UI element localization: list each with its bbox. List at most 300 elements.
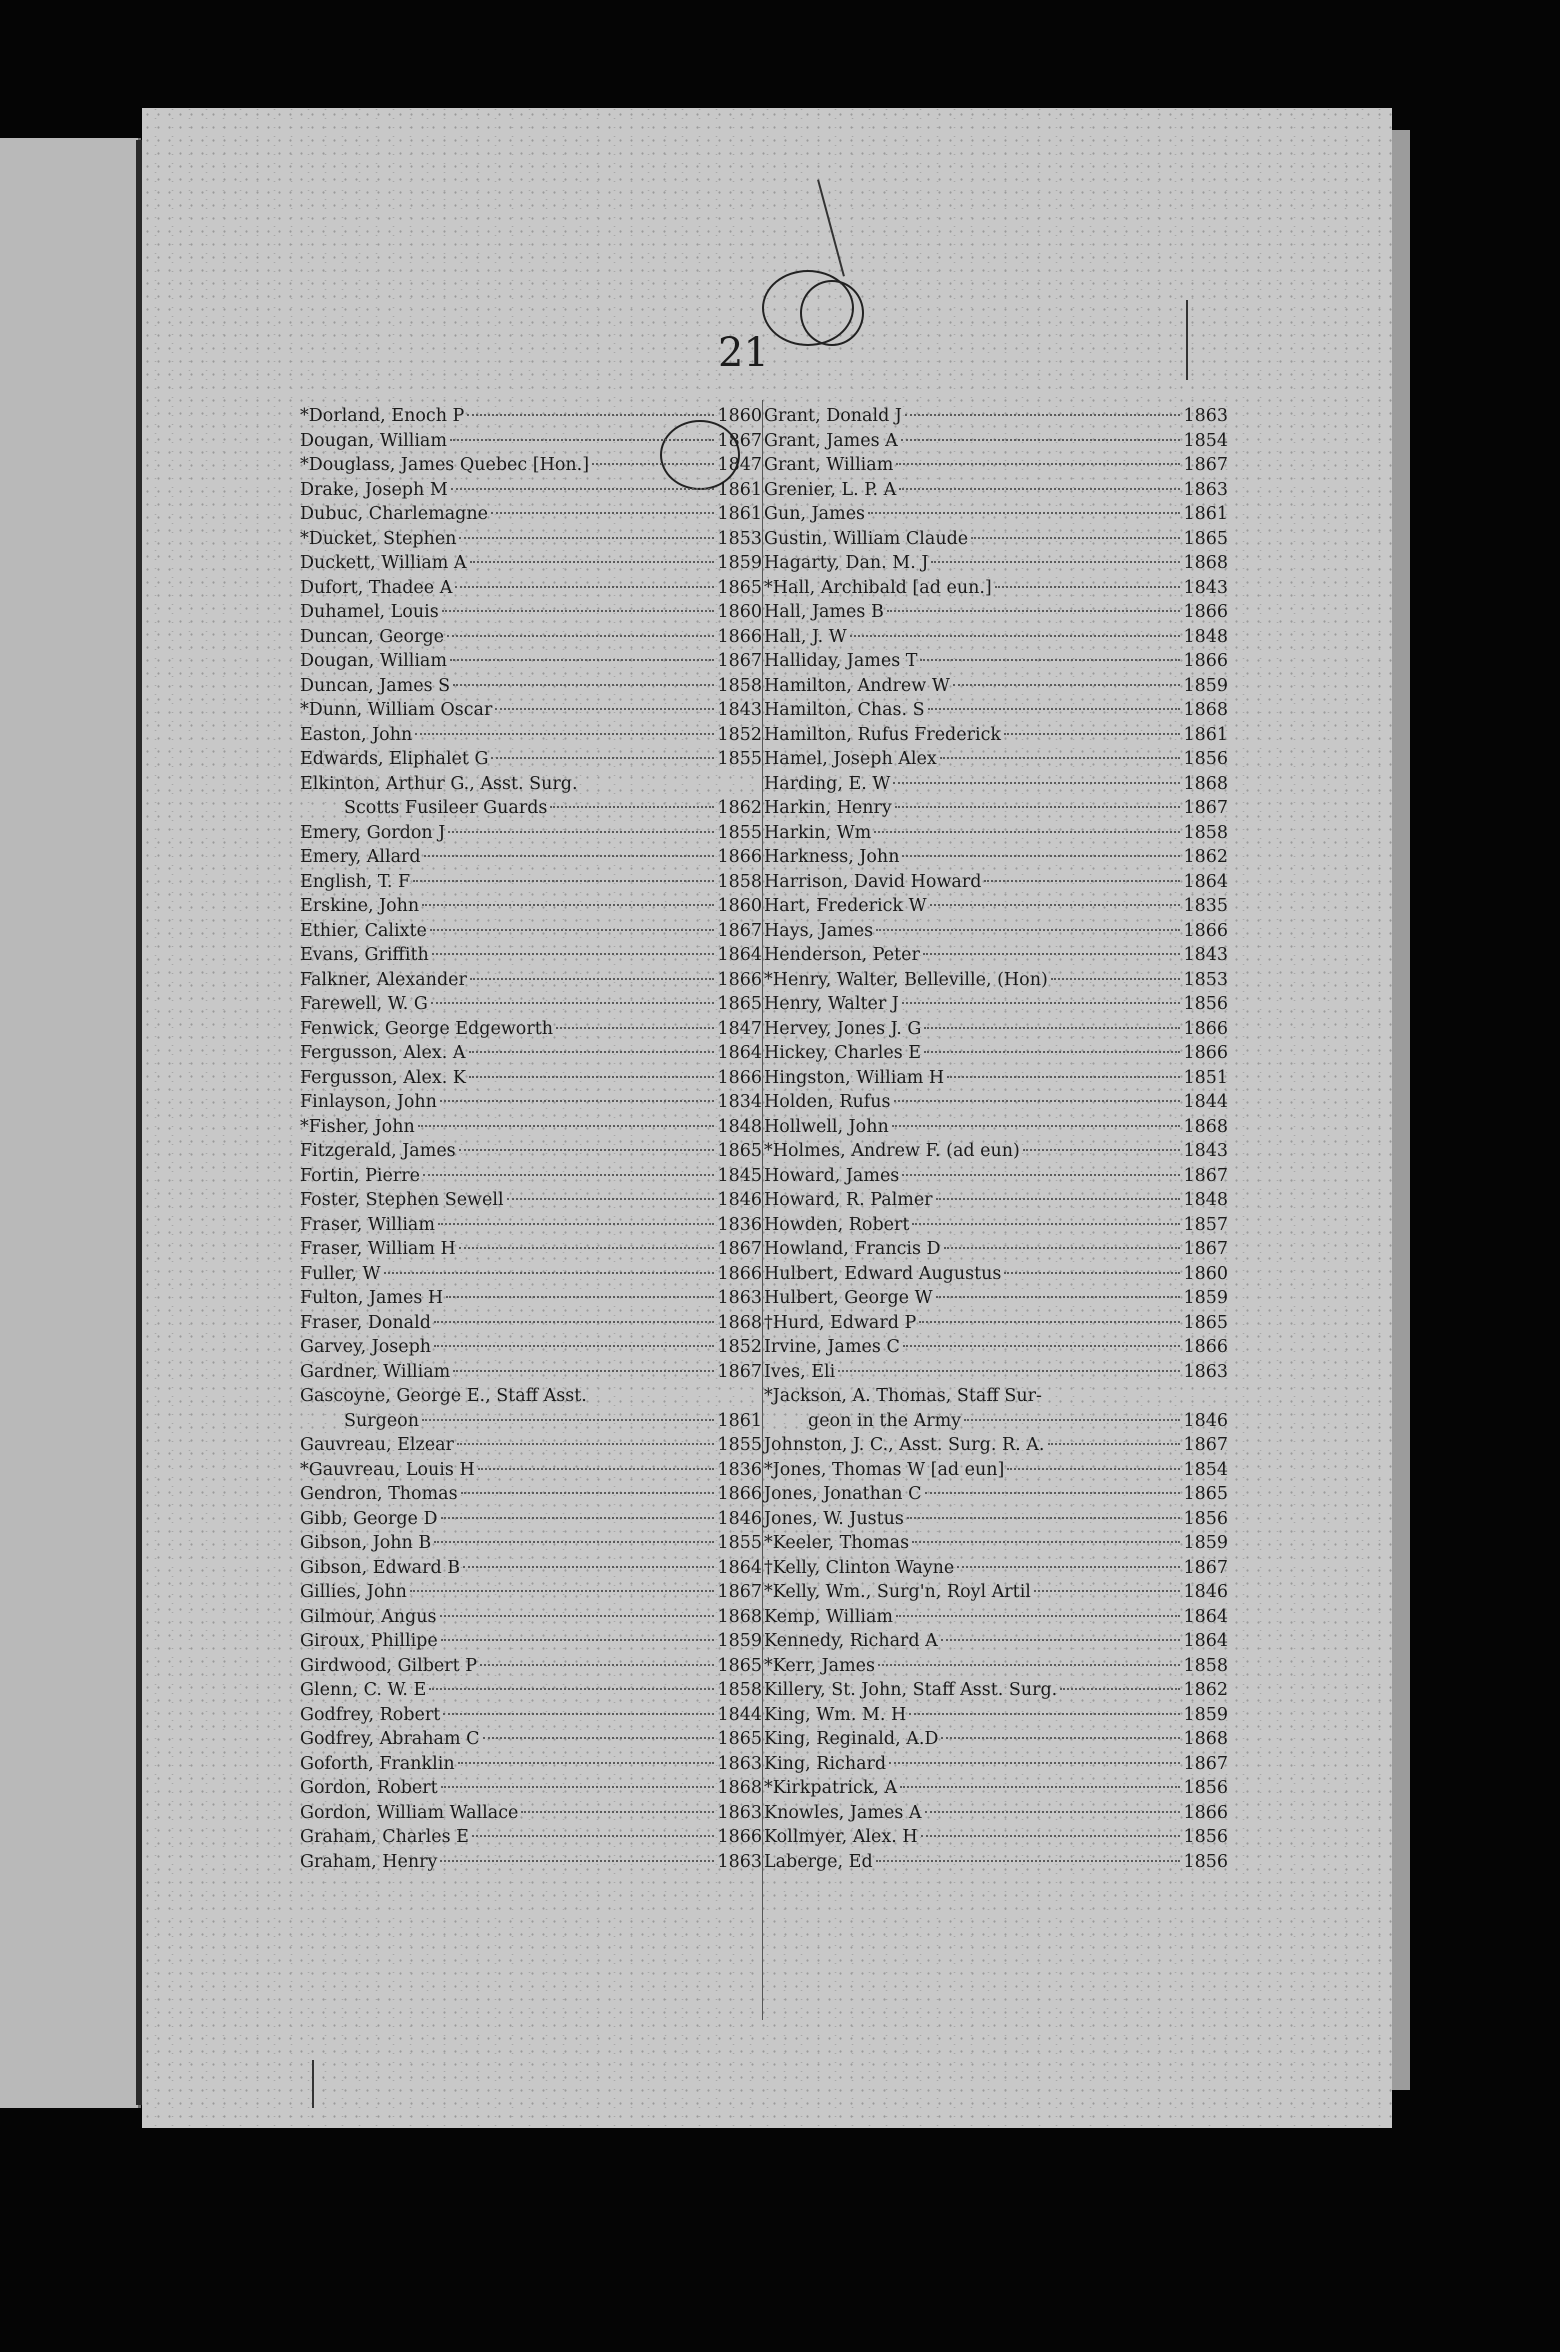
list-item bbox=[300, 1115, 762, 1140]
list-item bbox=[764, 649, 1228, 674]
list-item bbox=[300, 1017, 762, 1042]
dot-leader bbox=[470, 561, 715, 563]
entry-name: Hamilton, Chas. S bbox=[764, 700, 925, 720]
entry-year: 1858 bbox=[717, 675, 762, 696]
list-item bbox=[300, 527, 762, 552]
entry-name: *Dunn, William Oscar bbox=[300, 700, 493, 720]
dot-leader bbox=[469, 1076, 715, 1078]
dot-leader bbox=[930, 904, 1181, 906]
entry-year: 1853 bbox=[717, 528, 762, 549]
list-item bbox=[300, 478, 762, 503]
list-item bbox=[764, 600, 1228, 625]
entry-year: 1856 bbox=[1183, 1851, 1228, 1872]
entry-year: 1854 bbox=[1183, 430, 1228, 451]
list-item bbox=[300, 1433, 762, 1458]
entry-name: Harkness, John bbox=[764, 847, 900, 867]
dot-leader bbox=[441, 1517, 715, 1519]
entry-year: 1834 bbox=[717, 1092, 762, 1112]
dot-leader bbox=[422, 904, 714, 906]
entry-name: Girdwood, Gilbert P bbox=[300, 1655, 477, 1676]
dot-leader bbox=[925, 1811, 1181, 1813]
entry-year: 1851 bbox=[1183, 1067, 1228, 1088]
entry-year: 1863 bbox=[717, 1288, 762, 1308]
entry-name: †Hurd, Edward P bbox=[764, 1312, 917, 1333]
dot-leader bbox=[442, 610, 715, 612]
list-item bbox=[764, 1164, 1228, 1189]
entry-name: Godfrey, Abraham C bbox=[300, 1729, 480, 1749]
entry-name: Falkner, Alexander bbox=[300, 969, 467, 990]
list-item bbox=[300, 1580, 762, 1605]
left-column-list bbox=[300, 404, 762, 1874]
entry-name: Dubuc, Charlemagne bbox=[300, 504, 488, 524]
dot-leader bbox=[964, 1419, 1180, 1421]
list-item bbox=[300, 747, 762, 772]
entry-year: 1867 bbox=[1183, 1239, 1228, 1259]
dot-leader bbox=[944, 1247, 1181, 1249]
entry-year: 1863 bbox=[717, 1753, 762, 1774]
entry-name: Laberge, Ed bbox=[764, 1851, 873, 1872]
list-item bbox=[764, 1654, 1228, 1679]
entry-name: Garvey, Joseph bbox=[300, 1337, 432, 1357]
entry-year: 1855 bbox=[717, 1435, 762, 1455]
dot-leader bbox=[440, 1100, 715, 1102]
list-item bbox=[300, 1237, 762, 1262]
entry-year: 1859 bbox=[1183, 1704, 1228, 1725]
entry-year: 1866 bbox=[717, 1067, 762, 1088]
dot-leader bbox=[459, 1149, 715, 1151]
dot-leader bbox=[434, 1321, 715, 1323]
entry-name: Fortin, Pierre bbox=[300, 1165, 420, 1186]
entry-year: 1856 bbox=[1183, 1508, 1228, 1529]
list-item bbox=[300, 1752, 762, 1777]
entry-name: King, Reginald, A.D bbox=[764, 1729, 939, 1749]
entry-name: Dougan, William bbox=[300, 651, 447, 671]
entry-name: Gordon, Robert bbox=[300, 1778, 438, 1798]
margin-stroke-mark-right bbox=[1186, 300, 1188, 380]
list-item bbox=[764, 894, 1228, 919]
entry-name: Farewell, W. G bbox=[300, 994, 428, 1014]
entry-year: 1859 bbox=[717, 1631, 762, 1651]
entry-name: Hall, J. W bbox=[764, 626, 847, 647]
entry-name: Hagarty, Dan. M. J bbox=[764, 553, 929, 573]
list-item bbox=[300, 551, 762, 576]
entry-year: 1866 bbox=[1183, 651, 1228, 671]
list-item bbox=[764, 1335, 1228, 1360]
list-item bbox=[764, 1482, 1228, 1507]
list-item bbox=[764, 453, 1228, 478]
list-item bbox=[300, 870, 762, 895]
entry-name: *Jackson, A. Thomas, Staff Sur- bbox=[764, 1386, 1042, 1406]
entry-year: 1864 bbox=[1183, 1631, 1228, 1651]
entry-name: Fraser, William H bbox=[300, 1239, 456, 1259]
dot-leader bbox=[1007, 1468, 1180, 1470]
dot-leader bbox=[931, 561, 1180, 563]
entry-name: Knowles, James A bbox=[764, 1802, 922, 1823]
entry-year: 1865 bbox=[1183, 1484, 1228, 1504]
entry-year: 1856 bbox=[1183, 1827, 1228, 1847]
list-item bbox=[300, 1629, 762, 1654]
entry-year: 1866 bbox=[1183, 920, 1228, 941]
entry-name: *Kelly, Wm., Surg'n, Royl Artil bbox=[764, 1582, 1031, 1602]
dot-leader bbox=[902, 855, 1180, 857]
entry-year: 1848 bbox=[717, 1116, 762, 1137]
entry-name: Hervey, Jones J. G bbox=[764, 1018, 922, 1039]
dot-leader bbox=[453, 684, 714, 686]
entry-name: Fenwick, George Edgeworth bbox=[300, 1018, 553, 1039]
entry-year: 1866 bbox=[1183, 1802, 1228, 1823]
entry-year: 1868 bbox=[1183, 700, 1228, 720]
list-item bbox=[300, 1482, 762, 1507]
list-item bbox=[300, 600, 762, 625]
dot-leader bbox=[455, 586, 714, 588]
list-item bbox=[764, 1041, 1228, 1066]
dot-leader bbox=[971, 537, 1180, 539]
entry-name: *Fisher, John bbox=[300, 1116, 415, 1137]
entry-year: 1853 bbox=[1183, 969, 1228, 990]
entry-name: *Holmes, Andrew F. (ad eun) bbox=[764, 1141, 1020, 1161]
entry-year: 1864 bbox=[717, 1043, 762, 1063]
dot-leader bbox=[957, 1566, 1180, 1568]
entry-year: 1864 bbox=[1183, 871, 1228, 892]
list-item bbox=[764, 1605, 1228, 1630]
entry-name: Evans, Griffith bbox=[300, 945, 429, 965]
list-item bbox=[764, 1727, 1228, 1752]
dot-leader bbox=[413, 880, 714, 882]
list-item bbox=[300, 796, 762, 821]
entry-name: Hingston, William H bbox=[764, 1067, 945, 1088]
entry-year: 1868 bbox=[1183, 1116, 1228, 1137]
dot-leader bbox=[450, 439, 714, 441]
entry-year: 1865 bbox=[717, 577, 762, 598]
list-item bbox=[300, 845, 762, 870]
list-item bbox=[764, 796, 1228, 821]
dot-leader bbox=[438, 1223, 715, 1225]
entry-year: 1868 bbox=[1183, 773, 1228, 794]
entry-year: 1865 bbox=[1183, 528, 1228, 549]
entry-year: 1865 bbox=[717, 1655, 762, 1676]
list-item bbox=[764, 870, 1228, 895]
dot-leader bbox=[483, 1737, 715, 1739]
entry-year: 1867 bbox=[717, 651, 762, 671]
entry-year: 1859 bbox=[1183, 675, 1228, 696]
entry-year: 1862 bbox=[1183, 1680, 1228, 1700]
entry-name: Killery, St. John, Staff Asst. Surg. bbox=[764, 1680, 1058, 1700]
entry-name: Foster, Stephen Sewell bbox=[300, 1190, 504, 1210]
list-item bbox=[764, 1066, 1228, 1091]
entry-year: 1867 bbox=[1183, 1435, 1228, 1455]
entry-name: Drake, Joseph M bbox=[300, 479, 448, 500]
list-item bbox=[764, 502, 1228, 527]
entry-year: 1863 bbox=[1183, 406, 1228, 426]
dot-leader bbox=[457, 1443, 715, 1445]
entry-year: 1868 bbox=[717, 1606, 762, 1627]
dot-leader bbox=[924, 1027, 1180, 1029]
dot-leader bbox=[1004, 1272, 1180, 1274]
dot-leader bbox=[953, 684, 1181, 686]
entry-year: 1860 bbox=[717, 602, 762, 622]
entry-year: 1843 bbox=[717, 700, 762, 720]
list-item bbox=[764, 1433, 1228, 1458]
entry-name: Hickey, Charles E bbox=[764, 1043, 922, 1063]
entry-name: Hall, James B bbox=[764, 602, 884, 622]
dot-leader bbox=[472, 1835, 715, 1837]
list-item bbox=[300, 1384, 762, 1409]
entry-year: 1855 bbox=[717, 749, 762, 769]
entry-year: 1867 bbox=[717, 1361, 762, 1382]
pencil-loop-mark-2 bbox=[800, 280, 864, 346]
list-item bbox=[300, 576, 762, 601]
entry-name: Godfrey, Robert bbox=[300, 1704, 441, 1725]
entry-name: King, Wm. M. H bbox=[764, 1704, 907, 1725]
entry-name: Elkinton, Arthur G., Asst. Surg. bbox=[300, 773, 578, 794]
dot-leader bbox=[424, 855, 715, 857]
list-item bbox=[300, 1090, 762, 1115]
list-item bbox=[764, 674, 1228, 699]
list-item bbox=[300, 698, 762, 723]
list-item bbox=[300, 723, 762, 748]
entry-name: Grant, James A bbox=[764, 430, 898, 451]
dot-leader bbox=[878, 1664, 1180, 1666]
entry-year: 1866 bbox=[717, 1827, 762, 1847]
entry-year: 1843 bbox=[1183, 1141, 1228, 1161]
entry-year: 1867 bbox=[717, 920, 762, 941]
entry-year: 1868 bbox=[1183, 1729, 1228, 1749]
entry-name: Gardner, William bbox=[300, 1361, 451, 1382]
list-item bbox=[300, 943, 762, 968]
dot-leader bbox=[892, 1125, 1181, 1127]
list-item bbox=[300, 1041, 762, 1066]
list-item bbox=[300, 404, 762, 429]
entry-year: 1861 bbox=[1183, 504, 1228, 524]
dot-leader bbox=[889, 1762, 1180, 1764]
list-item bbox=[764, 1409, 1228, 1434]
entry-year: 1866 bbox=[1183, 1043, 1228, 1063]
entry-name: Gordon, William Wallace bbox=[300, 1802, 519, 1823]
entry-name: Hamel, Joseph Alex bbox=[764, 749, 937, 769]
list-item bbox=[764, 527, 1228, 552]
dot-leader bbox=[901, 439, 1181, 441]
dot-leader bbox=[1048, 1443, 1181, 1445]
list-item bbox=[300, 502, 762, 527]
entry-year: 1859 bbox=[1183, 1533, 1228, 1553]
entry-name: *Douglass, James Quebec [Hon.] bbox=[300, 455, 590, 475]
entry-name: Duhamel, Louis bbox=[300, 602, 439, 622]
entry-year: 1858 bbox=[717, 1680, 762, 1700]
dot-leader bbox=[902, 1174, 1180, 1176]
entry-year: 1860 bbox=[717, 406, 762, 426]
entry-name: Grenier, L. P. A bbox=[764, 479, 897, 500]
dot-leader bbox=[900, 1786, 1180, 1788]
dot-leader bbox=[507, 1198, 715, 1200]
dot-leader bbox=[459, 537, 714, 539]
list-item bbox=[764, 821, 1228, 846]
entry-name: Gibson, Edward B bbox=[300, 1557, 461, 1578]
entry-year: 1868 bbox=[717, 1312, 762, 1333]
dot-leader bbox=[947, 1076, 1180, 1078]
entry-year: 1860 bbox=[717, 896, 762, 916]
entry-name: Kollmyer, Alex. H bbox=[764, 1827, 918, 1847]
entry-name: Howard, James bbox=[764, 1165, 900, 1186]
entry-name: Gauvreau, Elzear bbox=[300, 1435, 454, 1455]
entry-year: 1860 bbox=[1183, 1263, 1228, 1284]
dot-leader bbox=[936, 1198, 1181, 1200]
dot-leader bbox=[887, 610, 1181, 612]
list-item bbox=[764, 1703, 1228, 1728]
dot-leader bbox=[995, 586, 1181, 588]
list-item bbox=[764, 1507, 1228, 1532]
entry-name: Ethier, Calixte bbox=[300, 920, 427, 941]
entry-name: *Dorland, Enoch P bbox=[300, 406, 465, 426]
entry-year: 1857 bbox=[1183, 1214, 1228, 1235]
entry-year: 1844 bbox=[1183, 1092, 1228, 1112]
entry-year: 1855 bbox=[717, 822, 762, 843]
entry-year: 1867 bbox=[1183, 455, 1228, 475]
dot-leader bbox=[936, 1296, 1181, 1298]
list-item bbox=[300, 1409, 762, 1434]
entry-year: 1866 bbox=[717, 1263, 762, 1284]
entry-year: 1868 bbox=[717, 1778, 762, 1798]
list-item bbox=[300, 1825, 762, 1850]
entry-name: Hamilton, Rufus Frederick bbox=[764, 724, 1001, 745]
entry-year: 1845 bbox=[717, 1165, 762, 1186]
dot-leader bbox=[480, 1664, 714, 1666]
entry-year: 1867 bbox=[717, 1239, 762, 1259]
dot-leader bbox=[415, 733, 714, 735]
list-item bbox=[764, 1629, 1228, 1654]
entry-year: 1862 bbox=[717, 798, 762, 818]
list-item bbox=[300, 1139, 762, 1164]
dot-leader bbox=[431, 1002, 715, 1004]
entry-year: 1867 bbox=[1183, 1753, 1228, 1774]
entry-year: 1861 bbox=[1183, 724, 1228, 745]
dot-leader bbox=[903, 1345, 1181, 1347]
entry-year: 1867 bbox=[1183, 798, 1228, 818]
dot-leader bbox=[920, 659, 1180, 661]
entry-year: 1847 bbox=[717, 1018, 762, 1039]
list-item bbox=[764, 747, 1228, 772]
list-item bbox=[764, 429, 1228, 454]
entry-name: Hulbert, Edward Augustus bbox=[764, 1263, 1002, 1284]
entry-name: *Hall, Archibald [ad eun.] bbox=[764, 577, 992, 598]
list-item bbox=[300, 1507, 762, 1532]
entry-name: †Kelly, Clinton Wayne bbox=[764, 1557, 955, 1578]
entry-year: 1859 bbox=[717, 553, 762, 573]
list-item bbox=[764, 1090, 1228, 1115]
dot-leader bbox=[478, 1468, 715, 1470]
dot-leader bbox=[876, 1860, 1181, 1862]
entry-name: Jones, W. Justus bbox=[764, 1508, 904, 1529]
entry-name: Grant, Donald J bbox=[764, 406, 902, 426]
entry-year: 1867 bbox=[1183, 1557, 1228, 1578]
dot-leader bbox=[896, 463, 1180, 465]
dot-leader bbox=[899, 488, 1180, 490]
entry-year: 1864 bbox=[1183, 1606, 1228, 1627]
list-item bbox=[764, 919, 1228, 944]
list-item bbox=[764, 723, 1228, 748]
dot-leader bbox=[923, 953, 1181, 955]
entry-name: Grant, William bbox=[764, 455, 894, 475]
list-item bbox=[300, 1066, 762, 1091]
dot-leader bbox=[925, 1492, 1181, 1494]
list-item bbox=[300, 968, 762, 993]
entry-name: Harkin, Henry bbox=[764, 798, 892, 818]
entry-year: 1855 bbox=[717, 1533, 762, 1553]
list-item bbox=[764, 551, 1228, 576]
list-item bbox=[764, 1017, 1228, 1042]
dot-leader bbox=[876, 929, 1180, 931]
dot-leader bbox=[912, 1541, 1180, 1543]
entry-name: Hulbert, George W bbox=[764, 1288, 933, 1308]
entry-year: 1867 bbox=[717, 1582, 762, 1602]
entry-name: Scotts Fusileer Guards bbox=[344, 798, 548, 818]
list-item bbox=[300, 919, 762, 944]
list-item bbox=[300, 625, 762, 650]
entry-name: Fuller, W bbox=[300, 1263, 381, 1284]
dot-leader bbox=[491, 757, 714, 759]
entry-name: Glenn, C. W. E bbox=[300, 1680, 427, 1700]
list-item bbox=[764, 1752, 1228, 1777]
dot-leader bbox=[453, 1370, 714, 1372]
list-item bbox=[764, 1458, 1228, 1483]
entry-name: King, Richard bbox=[764, 1753, 887, 1774]
entry-name: Gendron, Thomas bbox=[300, 1484, 458, 1504]
dot-leader bbox=[1051, 978, 1181, 980]
entry-name: Howden, Robert bbox=[764, 1214, 910, 1235]
entry-name: Johnston, J. C., Asst. Surg. R. A. bbox=[764, 1435, 1045, 1455]
dot-leader bbox=[928, 708, 1181, 710]
dot-leader bbox=[467, 414, 714, 416]
entry-year: 1846 bbox=[1183, 1410, 1228, 1431]
dot-leader bbox=[909, 1713, 1180, 1715]
list-item bbox=[764, 1556, 1228, 1581]
entry-year: 1846 bbox=[717, 1190, 762, 1210]
entry-year: 1866 bbox=[717, 626, 762, 647]
list-item bbox=[300, 1776, 762, 1801]
entry-name: English, T. F bbox=[300, 871, 411, 892]
dot-leader bbox=[450, 659, 714, 661]
entry-name: Gibson, John B bbox=[300, 1533, 432, 1553]
list-item bbox=[300, 1678, 762, 1703]
entry-name: Duckett, William A bbox=[300, 553, 467, 573]
list-item bbox=[764, 1580, 1228, 1605]
list-item bbox=[300, 1188, 762, 1213]
list-item bbox=[764, 1139, 1228, 1164]
dot-leader bbox=[440, 1615, 715, 1617]
entry-name: Harrison, David Howard bbox=[764, 871, 982, 892]
entry-name: Graham, Charles E bbox=[300, 1827, 469, 1847]
list-item bbox=[300, 1531, 762, 1556]
list-item bbox=[764, 625, 1228, 650]
entry-year: 1843 bbox=[1183, 577, 1228, 598]
dot-leader bbox=[592, 463, 714, 465]
entry-name: Emery, Allard bbox=[300, 847, 421, 867]
dot-leader bbox=[850, 635, 1181, 637]
entry-name: Erskine, John bbox=[300, 896, 420, 916]
entry-year: 1844 bbox=[717, 1704, 762, 1725]
list-item bbox=[300, 1262, 762, 1287]
dot-leader bbox=[941, 1639, 1181, 1641]
dot-leader bbox=[491, 512, 714, 514]
entry-year: 1865 bbox=[717, 1141, 762, 1161]
entry-year: 1863 bbox=[1183, 1361, 1228, 1382]
entry-name: Edwards, Eliphalet G bbox=[300, 749, 489, 769]
list-item bbox=[300, 1850, 762, 1875]
list-item bbox=[764, 1678, 1228, 1703]
dot-leader bbox=[432, 953, 715, 955]
list-item bbox=[300, 1213, 762, 1238]
list-item bbox=[300, 821, 762, 846]
entry-year: 1866 bbox=[717, 1484, 762, 1504]
